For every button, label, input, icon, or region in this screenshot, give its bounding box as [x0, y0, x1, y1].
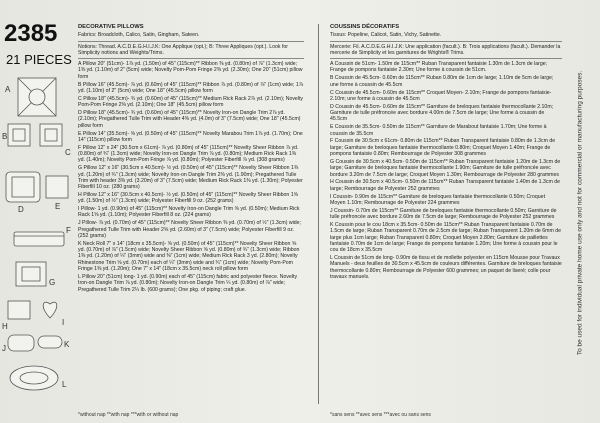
english-fabrics: Fabrics: Broadcloth, Calico, Satin, Gingham, Sateen. [78, 32, 200, 39]
french-view-a: A Coussin de 51cm- 1.50m de 115cm** Ruban Transparent fantaisie 1.30m de 1.3cm de large; Frange de pompons fantaisie 2.30m; Une forme à coussin de 51cm. [330, 61, 548, 74]
usage-notice [572, 18, 588, 408]
piece-label: J [2, 344, 6, 353]
english-column [78, 24, 304, 294]
piece-label: E [55, 202, 61, 211]
piece-label: I [62, 318, 65, 327]
french-view-e: E Coussin de 35.5cm- 0.50m de 115cm** Garniture de Marabout fantaisie 1.70m; Une forme à coussin de 35.5cm [330, 124, 547, 137]
pillow-i-drawing [43, 302, 57, 318]
french-view-k: K Coussin pour le cou 18cm x 35.5cm- 0.50m de 115cm** Ruban Transparent fantaisie 0.70m de 1.5cm de large; Ruban Transparent 0.70m de 2.5cm de large; Ruban Transparent 1.20m de 6mm de large plus 1cm large; Ruban Transparent 0.80m; Croquet Moyen 2.80m; Garniture de paillettes fantaisie 0.70m de 1cm de large; Frange de pompons fantaisie 1.20m; Une forme à coussin pour le cou de 18cm x 35.5cm [330, 221, 561, 254]
divider [78, 41, 304, 42]
piece-label: C [65, 148, 71, 157]
column-divider [318, 24, 319, 404]
pattern-pieces-illustration [0, 0, 76, 423]
pillow-f-drawing [14, 232, 64, 246]
english-view-k: K Neck Roll 7" x 14" (18cm x 35.5cm)- ⅝ yd. (0.50m) of 45" (115cm)** Novelty Sheer Ribbon ⅝ yd. (0.70m) of ⅞" (1.5cm) wide; Novelty Sheer Ribbon ⅝ yd. (0.80m) of ¾" (1.3cm) wide; Ribbon 1⅜ yd. (1.20m) of ¼" (3mm) wide and ⅜" (1cm) wide; Medium Rick Rack 3 yd. (2.80m); Novelty Rhinestone Trim ⅝ yd. (0.70m) each of ¼" (3mm) wide and ¾" (1cm) wide; Novelty Pom-Pom Fringe 1⅜ yd. (1.20m); One 7" x 14" (18cm x 35.5cm) neck roll pillow form [78, 240, 300, 273]
english-view-g: G Pillow 12" x 16" (30.5cm x 40.5cm)- ½ yd. (0.50m) of 45" (115cm)** Novelty Sheer Ribbon 1⅜ yd. (1.20m) of ¾" (1.3cm) wide; Novelty Iron-on Dangle Trim 2⅜ yd. (1.90m); Pregathered Tulle Trim with header 3⅜ yd. (3.20m) of 3" (7.5cm) wide; Medium Rick Rack 1⅜ yd. (1.30m); Polyester Fiberfill 10 oz. (280 grams) [78, 165, 303, 191]
piece-label: F [66, 226, 71, 235]
piece-label: G [49, 278, 56, 287]
pillow-k-drawing [38, 336, 62, 348]
french-column [330, 24, 562, 282]
english-view-i: I Pillow- 1 yd. (0.90m) of 45" (115cm)** Novelty Iron-on Dangle Trim ⅝ yd. (0.50m); Medium Rick Rack 1⅝ yd. (1.10m); Polyester Fiberfill 8 oz. (224 grams) [78, 206, 300, 219]
french-view-l: L Coussin de 51cm de long- 0.90m de tissu et de mollette polyester en 115cm Mousse pour Travaux Manuels - deux feuilles de 30.5cm x 45.5cm de couleurs différentes. Garniture de breloques fantaisie thermocollante 0.80m; Rembourrage de Polyester 600 grammes; un paquet de liseré; colle pour travaux manuels. [330, 255, 562, 280]
english-footnote: *without nap **with nap ***with or without nap [78, 412, 179, 418]
english-view-c: C Pillow 18" (45.5cm)- ¾ yd. (0.60m) of 45" (115cm)** Medium Rick Rack 2⅞ yd. (2.10m); Novelty Pom-Pom Fringe 2⅜ yd. (2.10m); One 18" (45.5cm) pillow form [78, 95, 303, 109]
pieces-panel [0, 0, 76, 423]
piece-label: H [2, 322, 8, 331]
divider [330, 41, 562, 42]
piece-label: B [2, 132, 8, 141]
french-view-d: D Coussin de 45.5cm- 0.60m de 115cm** Garniture de breloques fantaisie thermocollante 2.10m; Garniture de tulle préfroncée avec bordure 4.00m de 7.5cm de large; Une forme à coussin de 45.5cm [330, 103, 554, 123]
piece-label: L [62, 380, 67, 389]
french-footnote: *sans sens **avec sens ***avec ou sans sens [330, 412, 431, 418]
english-view-f: F Pillow 12" x 24" (30.5cm x 61cm)- ⅞ yd. (0.80m) of 45" (115cm)** Novelty Sheer Ribbon ⅞ yd. (0.80m) of ¾" (1.3cm) wide; Novelty Iron-on Dangle Trim ⅞ yd. (0.80m); Medium Rick Rack 1⅜ yd. (1.40m); Novelty Pom-Pom Fringe ⅞ yd. (0.80m); Polyester Fiberfill ⅞ yd. (308 grams) [78, 144, 299, 164]
english-view-h: H Pillow 12" x 16" (30.5cm x 40.5cm)- ½ yd. (0.50m) of 45" (115cm)** Novelty Sheer Ribbon 1⅝ yd. (1.50m) of ½" (1.3cm) wide; Polyester Fiberfill 9 oz. (252 grams) [78, 191, 298, 205]
french-notions: Mercerie: Fil. A.C.D.E.G.H.I.J.K: Une application (facult.). B: Trois applications (facult.). Demander la mercerie de Simplicity et les garnitures de Wrights® Trims. [330, 43, 561, 56]
french-view-g: G Coussin de 30.5cm x 40.5cm- 0.50m de 115cm** Ruban Transparent fantaisie 1.20m de 1.3cm de large; Garniture de breloques fantaisie thermocollante 1.90m; Garniture de tulle préfroncée avec bordure 3.20m de 7.5cm de large; Croquet Moyen 1.30m; Rembourrage de Polyester 280 grammes [330, 158, 561, 178]
pattern-number: 2385 [4, 20, 58, 47]
english-view-a: A Pillow 20" (51cm)- 1⅞ yd. (1.50m) of 45" (115cm)** Ribbon ⅜ yd. (0.80m) of ⅞" (1.3cm) wide; 1⅜ yd. (1.10m) of 2" (5cm) wide; Novelty Pom-Pom Fringe 2⅜ yd. (2.30m); One 20" (51cm) pillow form [78, 61, 303, 80]
piece-label: D [18, 205, 24, 214]
french-view-c: C Coussin de 45.5cm- 0.60m de 115cm** Croquet Moyen- 2.10m; Frange de pompons fantaisie- 2.10m; une forme à coussin de 45.5cm [330, 89, 552, 102]
french-view-j: J Coussin- 0.70m de 115cm** Garniture de breloques fantaisie thermocollante 0.50m; Garniture de tulle préfroncée avec bordure 2.60m de 7.5cm de large; Rembourrage de Polyester 252 grammes [330, 207, 557, 221]
divider [330, 58, 562, 59]
piece-label: K [64, 340, 70, 349]
french-view-h: H Coussin de 30.5cm x 40.5cm- 0.50m de 115cm** Ruban Transparent fantaisie 1.40m de 1.3cm de large; Rembourrage de Polyester 252 grammes [330, 179, 561, 192]
french-heading: COUSSINS DÉCORATIFS [330, 24, 400, 30]
french-view-b: B Coussin de 45.5cm- 0.60m de 115cm** Ruban 0.80m de 1cm de large; 1.10m de 5cm de large; une forme à coussin de 45.5cm [330, 75, 554, 88]
english-view-l: L Pillow 20" (51cm) long- 1 yd. (0.90m) each of 45" (115cm) fabric and polyester fleece. Novelty Iron-on Dangle Trim ⅞ yd. (0.80m); Novelty Iron-on Dangle Trim ¼ yd. (0.80m) of ⅞" wide; Pregathered Tulle Trim 2¼ lb. (600 grams); One pkg. of piping; craft glue. [78, 273, 298, 293]
english-heading: DECORATIVE PILLOWS [78, 24, 144, 30]
english-view-d: D Pillow 18" (45.5cm)- ¾ yd. (0.60m) of 45" (115cm)** Novelty Iron-on Dangle Trim 2⅞ yd. (2.10m); Pregathered Tulle Trim with Header 4⅜ yd. (4.0m) of 3" (7.5cm) wide; One 18" (45.5cm) pillow form [78, 110, 301, 129]
pillow-e-drawing [46, 176, 68, 198]
english-view-b: B Pillow 16" (45.5cm)- ⅞ yd. (0.60m) of 45" (115cm)** Ribbon ⅞ yd. (0.80m) of ⅞" (1cm) wide; 1⅞ yd. (1.10m) of 2" (5cm) wide; One 18" (45.5cm) pillow form [78, 81, 304, 94]
english-view-j: J Pillow- ⅞ yd. (0.70m) of 45" (115cm)** Novelty Sheer Ribbon ⅜ yd. (0.70m) of ½" (1.3cm) wide; Pregathered Tulle Trim with Header 2⅝ yd. (2.60m) of 3" (7.5cm) wide; Polyester Fiberfill 9 oz. (252 grams) [78, 220, 301, 239]
piece-label: A [5, 85, 11, 94]
english-notions: Notions: Thread. A.C.D.E.G.H.I.J.K: One Applique (opt.); B: Three Appliques (opt.). Look for Simplicity notions and Weights/Trims. [78, 43, 289, 56]
french-view-f: F Coussin de 30.5cm x 61cm- 0.80m de 115cm** Ruban Transparent fantaisie 0.80m de 1.3cm de large; Garniture de breloques fantaisie thermocollante 0.80m; Croquet Moyen 1.40m; Frange de pompons fantaisie 0.80m; Rembourrage de Polyester 308 grammes [330, 138, 556, 158]
french-view-i: I Coussin- 0.90m de 115cm** Garniture de breloques fantaisie thermocollante 0.50m; Croquet Moyen 1.10m; Rembourrage de Polyester 224 grammes [330, 193, 546, 206]
pillow-j-drawing [8, 335, 34, 351]
french-fabrics: Tissus: Popeline, Calicot, Satin, Vichy, Satinette. [330, 32, 442, 39]
english-view-e: E Pillow 14" (35.5cm)- ⅝ yd. (0.50m) of 45" (115cm)** Novelty Marabou Trim 1⅞ yd. (1.70m); One 14" (115cm) pillow form [78, 130, 303, 143]
usage-notice-text: To be used for individual private home use only and not for commercial or manufacturing purposes. [576, 70, 584, 356]
divider [78, 58, 304, 59]
pieces-count: 21 PIECES [6, 52, 72, 67]
pillow-h-drawing [8, 301, 30, 319]
